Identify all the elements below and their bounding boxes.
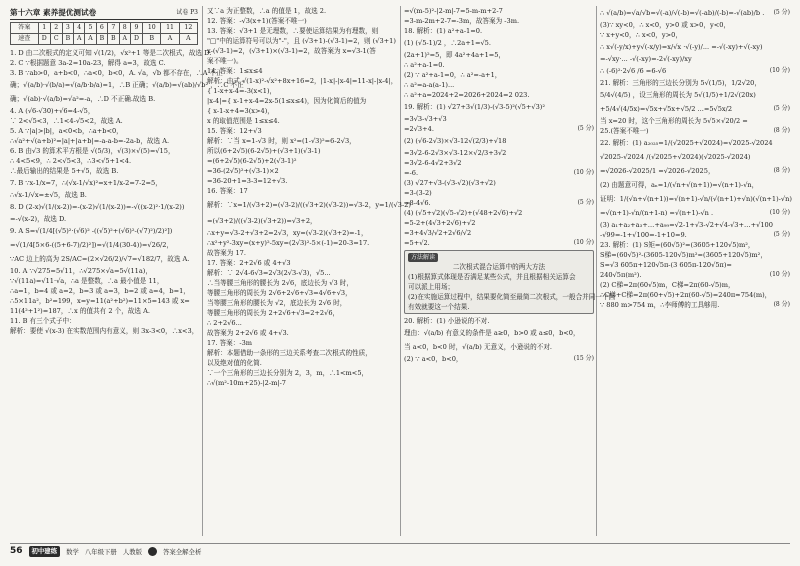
solution-line: 10. A ∵√275=5√11，∴√275×√a=5√(11a)， — [10, 267, 152, 275]
solution-line: x 的取值范围是 1≤x≤4. — [207, 117, 280, 125]
solution-line: ∵AC 边上的高为 2S/AC=(2×√26/2)/√7=√182/7，故选 A. — [10, 255, 190, 263]
solution-line: =-√xy·... -√(-xy)=-2√(-xy)/xy — [600, 55, 692, 63]
solution-line: 等腰三角形的周长为 2√6+2√6+√3=4√6+√3， — [207, 289, 352, 297]
question-number-cell: 9 — [130, 23, 142, 34]
solution-line: (8 分) 25.(答案不唯一) — [600, 127, 790, 135]
solution-line: (2) 由题意可得，aₙ=1/(√n+√(n+1))=√(n+1)-√n， — [600, 181, 759, 189]
solution-line: 16. 答案：17 — [207, 187, 248, 195]
solution-line: 22. 解析：(1) a₂₀₂₅=1/(√2025+√2024)=√2025-√2024 — [600, 139, 773, 147]
score-marker: (5 分) — [773, 9, 790, 16]
solution-line: (3) √27+√3-(√3-√2)(√3+√2) — [404, 179, 496, 187]
solution-line: 当等腰三角形的腰长为 √2，底边长为 2√6 时， — [207, 299, 347, 307]
solution-line: ∴ 2+2√6... — [207, 319, 242, 327]
publisher-logo-icon — [148, 547, 157, 556]
solution-line: =√(1/4[5×6-((5+6-7)/2)²])=√(1/4(30-4))=√26/2， — [10, 241, 174, 249]
solution-line: 23. 解析：(1) S矩=(60√5)²=(3605+120√5)m²， — [600, 241, 755, 249]
method-note-box — [404, 250, 616, 314]
solution-line: (10 分) ∴ (-6)²·2√6 /6 =6-√6 — [600, 64, 790, 78]
score-marker: (10 分) — [769, 209, 790, 216]
solution-line: 确；√(ab)·√(a/b)=√a²=-a，∴D 不正确.故选 B. — [10, 95, 156, 103]
chapter-header — [10, 6, 198, 20]
solution-line: =5-2+(4√3+2√6)+√2 — [404, 219, 476, 227]
score-marker: (10 分) — [769, 271, 790, 278]
footer-tag: 答案全解全析 — [163, 547, 202, 556]
solution-line: 15. 答案：12+√3 — [207, 127, 262, 135]
answer-cell: B — [62, 34, 73, 45]
solution-line: =(6+2√5)(6-2√5)+2(√3-1)² — [207, 157, 297, 165]
test-paper-ref: 试卷 P3 — [176, 8, 198, 16]
answer-cell: C — [50, 34, 62, 45]
answer-cell: A — [74, 34, 85, 45]
solution-line: (5 分) -√99=-1+√100=-1+10=9. — [600, 231, 790, 239]
answer-quick-table — [10, 22, 198, 45]
solution-line: 6. B 由√3 的算术平方根是 √(5/3)，√(3)×√(5)=√15， — [10, 147, 175, 155]
solution-line: 当 a<0，b<0 时，√(a/b) 无意义，小逊说的不对. — [404, 343, 553, 351]
solution-line: 20. 解析：(1) 小逊说的不对. — [404, 317, 490, 325]
column-divider — [596, 6, 597, 536]
solution-line: 案不唯一)。 — [207, 57, 243, 65]
solution-line: (15 分) (2) ∵ a<0，b<0， — [404, 355, 594, 363]
page-number: 56 — [10, 546, 23, 556]
solution-line: 以及绝对值的化简. — [207, 359, 262, 367]
solution-line: (5 分) =2√3+4. — [404, 125, 594, 133]
solution-line: 理由：√(a/b) 有意义的条件是 a≥0，b>0 或 a≤0，b<0， — [404, 329, 580, 337]
column-3-tail-lines — [404, 316, 594, 364]
solution-line: =3+4√3/√2+2√6/√2 — [404, 229, 472, 237]
solution-line: 14. 答案：1≤x≤4 — [207, 67, 263, 75]
solution-line: 解析：∵ 2√4-6√3=2√3(2√3-√3)，√5... — [207, 269, 331, 277]
solution-line: ∴当等腰三角形的腰长为 2√6，底边长为 √3 时， — [207, 279, 353, 287]
score-marker: (8 分) — [773, 301, 790, 308]
solution-line: 又∵a 为正整数，∴a 的值是 1，故选 2. — [207, 7, 327, 15]
question-number-cell: 5 — [85, 23, 96, 34]
solution-line: 所以(6+2√5)(6-2√5)+(√3+1)(√3-1) — [207, 147, 321, 155]
solution-line: 17. 答案：2+2√6 或 4+√3 — [207, 259, 291, 267]
solution-line: 11. B 有三个式子中： — [10, 317, 76, 325]
solution-line: ∵一个三角形的三边长分别为 2，3，m，∴1<m<5， — [207, 369, 369, 377]
score-marker: (8 分) — [773, 167, 790, 174]
solution-line: 解析：∵当 x=1-√3 时，则 x²=(1-√3)²=6-2√3， — [207, 137, 356, 145]
page-footer — [10, 543, 790, 558]
solution-line: 12. 答案：-√3(x+1)(答案不唯一) — [207, 17, 307, 25]
solution-line: =3√3-√3+√3 — [404, 115, 447, 123]
solution-line: 9. A S=√(1/4[(√5)²·(√6)² -((√5)²+(√6)²-(√7)²)/2)²]) — [10, 227, 173, 235]
question-number-cell: 8 — [119, 23, 130, 34]
answer-cell: A — [179, 34, 197, 45]
solution-line: 21. 解析：三角形的三边长分别为 5√(1/5)，1/2√20， — [600, 79, 761, 87]
solution-line: 4. A (√6-√30)+√6=4-√5， — [10, 107, 95, 115]
table-label-check: 速查 — [11, 34, 39, 45]
solution-line: (10 分) =-6. — [404, 169, 594, 177]
solution-line: 证明：1/(√n+√(n+1))=√(n+1)-√n/(√(n+1)+√n)(√(n+1)-√n) — [600, 195, 792, 203]
solution-line: "□"中的运算符号可以为"-"，且 (√3+1)-(√3-1)=2，则 (√3+1) — [207, 37, 396, 45]
score-marker: (5 分) — [577, 199, 594, 206]
solution-line: ∴a=1，b=4 或 a=2，b=3 或 a=3，b=2 或 a=4，b=1， — [10, 287, 190, 295]
solution-line: 5/4√(4/5) ，设三角形的周长为 5√(1/5)+1/2√(20x) — [600, 91, 756, 99]
question-number-cell: 2 — [50, 23, 62, 34]
solution-line: { x-1-x+4=3(x>4)， — [207, 107, 274, 115]
question-number-cell: 12 — [179, 23, 197, 34]
solution-line: =√(m-5)²-|2-m|-7=5-m-m+2-7 — [404, 7, 503, 15]
column-2-lines — [207, 6, 411, 388]
column-4-lines — [600, 6, 790, 310]
solution-line: (2) C梯=2π(60√5)m，C梯=2π(60-√5)m， — [600, 281, 735, 289]
solution-line: 解析：要使 √(x-3) 在实数范围内有意义，则 3x-3<0，∴x<3， — [10, 327, 199, 335]
solution-line: (5 分) +5/4√(4/5x)=√5x+√5x+√5/2 ...=5√5x/2 — [600, 102, 790, 116]
solution-line: 故答案为 2+2√6 或 4+√3. — [207, 329, 289, 337]
solution-line: ∴ a²=a-a(a-1)... — [404, 81, 455, 89]
question-number-cell: 10 — [143, 23, 161, 34]
solution-line: |x-4|={ x-1+x-4=2x-5(1≤x≤4)，因为化简后的值为 — [207, 97, 367, 105]
score-marker: (5 分) — [773, 105, 790, 112]
solution-line: 11(4²+1²)=187，∴x 的值共有 2 个，故选 A. — [10, 307, 150, 315]
column-4 — [600, 6, 790, 536]
solution-line: ∵ 2<√5<3，∴1<4-√5<2，故选 A. — [10, 117, 123, 125]
score-marker: (10 分) — [769, 67, 790, 74]
solution-line: (10 分) 240√5π(m²). — [600, 271, 790, 279]
question-number-cell: 1 — [38, 23, 50, 34]
score-marker: (15 分) — [573, 355, 594, 362]
solution-line: (3) a₁+a₂+a₃+…+a₉₉=√2-1+√3-√2+√4-√3+…+√100 — [600, 221, 773, 229]
solution-line: ∵ x+y<0，∴ x<0，y>0， — [600, 31, 682, 39]
solution-line: ∴ x√(-y/x)+y√(-x/y)=x/√x ·√(-y)/... =-√(-xy)+√(-xy) — [600, 43, 763, 51]
solution-line: ∴ a²+a=2024+2=2026+2024=2 023. — [404, 91, 530, 99]
solution-line: ∴√(m²-10m+25)-|2-m|-7 — [207, 379, 286, 387]
question-number-cell: 11 — [161, 23, 179, 34]
solution-line: ∴最后输出的结果是 5+√5，故选 B. — [10, 167, 119, 175]
method-note-title: 方法解读 — [408, 253, 438, 262]
solution-line: 解析：∵x=1/(√3+2)=(√3-2)/((√3+2)(√3-2))=√3-2，y=1/(√3-2) — [207, 201, 411, 209]
solution-line: ∴√a²+√(a+b)²=|a|+|a+b|=-a-a-b=-2a-b，故选 A. — [10, 137, 170, 145]
method-note-line: (1)根据算式体现是否满足某些公式，并且根据相关运算会 — [408, 273, 576, 281]
question-number-cell: 7 — [108, 23, 119, 34]
score-marker: (5 分) — [773, 231, 790, 238]
solution-line: (4) (√5+√2)(√5-√2)+(√48+2√6)+√2 — [404, 209, 523, 217]
solution-line: 解析：本题借助一条形的三边关系考查二次根式的性质， — [207, 349, 372, 357]
answer-cell: D — [38, 34, 50, 45]
solution-line: ∴ a²+a-1=0. — [404, 61, 445, 69]
solution-line: (10 分) =5+√2. — [404, 239, 594, 247]
solution-line: =36-(2√5)²+(√3-1)×2 — [207, 167, 279, 175]
method-note-line: 可以派上用场； — [408, 283, 455, 291]
solution-line: =(√3+2)/((√3-2)(√3+2))=√3+2， — [207, 217, 317, 225]
solution-line: =3-m-2m+2-7=-3m，故答案为 -3m. — [404, 17, 520, 25]
column-divider — [400, 6, 401, 536]
solution-line: =3√2-6-2√3×√3-12×√2/3+3√2 — [404, 149, 507, 157]
solution-line: (1) (√5-1)/2 ，∴2a+1=√5. — [404, 39, 491, 47]
solution-line: ∴√x-1/√x=±√5，故选 B. — [10, 191, 87, 199]
method-note-line: (2)在实施运算过程中，结果要化简至最简二次根式，一般合并同一个因 — [408, 293, 616, 301]
method-note-line: 二次根式混合运算中的两大方法 — [452, 263, 546, 271]
solution-line: =36-20+1=3-3=12+√3. — [207, 177, 288, 185]
column-2 — [207, 6, 411, 536]
solution-line: 13. 答案：√3+1 是无理数，∴要使运算结果为有理数，则 — [207, 27, 379, 35]
solution-line: 19. 解析：(1) √27+3√(1/3)-(√3-5)²(√5+√3)² — [404, 103, 546, 111]
solution-line: 8. D (2-x)√(1/(x-2))=-(x-2)√(1/(x-2))=-√((x-2)²·1/(x-2)) — [10, 203, 185, 211]
solution-line: 等腰三角形的周长为 2+2√6+√3=2+2√6， — [207, 309, 340, 317]
solution-line: 故答案为 17. — [207, 249, 246, 257]
answer-cell: A — [161, 34, 179, 45]
footer-edition: 人教版 — [122, 547, 142, 556]
solution-line: S=√3 605π+120√5π-(3 605π-120√5π)= — [600, 261, 732, 269]
method-note-line: 有效就要这一个结果. — [408, 303, 470, 311]
solution-line: 5. A ∵|a|>|b|，a<0<b，∴a+b<0， — [10, 127, 123, 135]
answer-cell: A — [119, 34, 130, 45]
solution-line: 确；√(a/b)·√(b/a)=√(a/b·b/a)=1，∴B 正确；√(a/b)=√(ab)/√b² ，∴C 不正 — [10, 81, 244, 89]
score-marker: (5 分) — [577, 125, 594, 132]
solution-line: ∴x²+y²-3xy=(x+y)²-5xy=(2√3)²-5×(-1)=20-3=17. — [207, 239, 370, 247]
solution-line: =-√(x-2)，故选 D. — [10, 215, 67, 223]
question-number-cell: 3 — [62, 23, 73, 34]
solution-line: ∴ 4<5<9，∴ 2<√5<3，∴3<√5+1<4. — [10, 157, 132, 165]
solution-line: (10 分) =√(n+1)-√n/(n+1-n) =√(n+1)-√n . — [600, 206, 790, 220]
solution-line: (8 分) =√2026-√2025/1 =√2026-√2025， — [600, 164, 790, 178]
solution-line: √2025-√2024 /(√2025+√2024)(√2025-√2024) — [600, 153, 751, 161]
answer-cell: D — [130, 34, 142, 45]
solution-line: (5 分) ∴ √(a/b)=√a/√b=√(-a)/√(-b)=√(-ab)/(-b)=-√(ab)/b . — [600, 6, 790, 20]
answer-cell: B — [96, 34, 107, 45]
solution-line: 17. 答案：-3m — [207, 339, 253, 347]
solution-line: S梯=(60√5)²-(3605-120√5)m²=(3605+120√5)m²， — [600, 251, 767, 259]
solution-line: ∵√(11a)=√11·√a，∴a 是整数，∴a 最小值是 11， — [10, 277, 164, 285]
solution-line: 1. D 由二次根式的定义可知 √(1/2)，√x²+1 等是二次根式，故选 D. — [10, 49, 212, 57]
solution-line: x-(√3-1)=2，(√3+1)×(√3-1)=2，故答案为 x=√3-1(答 — [207, 47, 376, 55]
question-number-cell: 4 — [74, 23, 85, 34]
solution-line: =3√2-6-4√2+3√2 — [404, 159, 462, 167]
column-3 — [404, 6, 616, 536]
solution-line: (2) (√6-2√3)×√3-12√(2/3)+√18 — [404, 137, 507, 145]
solution-line: 解析：由式 √(1-x)²-√x²+8x+16=2，|1-x|-|x-4|=11-x|-|x-4|， — [207, 77, 398, 85]
solution-line: (5 分) =8-4√6. — [404, 199, 594, 207]
solution-line: =3-(3-2) — [404, 189, 432, 197]
solution-line: (2) ∵ a²+a-1=0，∴ a²=-a+1， — [404, 71, 502, 79]
footer-subject: 数学 — [66, 547, 79, 556]
table-label-answer: 答案 — [11, 23, 39, 34]
score-marker: (10 分) — [573, 239, 594, 246]
footer-grade: 八年级下册 — [84, 547, 117, 556]
solution-line: 当 x=20 时，这个三角形的周长为 5√5×√20/2 = — [600, 117, 748, 125]
solution-line: 2. C ∵根据题意 3a-2=10a-23，解得 a=3，故选 C. — [10, 59, 166, 67]
brand-name: 初中建练 — [29, 546, 61, 557]
solution-line: (8 分) ∵ 880 m>754 m，∴李师傅的工具够用. — [600, 301, 790, 309]
solution-line: (2a+1)²=5，即 4a²+4a+1=5， — [404, 51, 506, 59]
solution-line: ∴C梯+C梯=2π(60+√5)+2π(60-√5)=240π≈754(m)， — [600, 291, 772, 299]
chapter-title: 第十六章 素养提优测试卷 — [10, 7, 97, 17]
score-marker: (10 分) — [573, 169, 594, 176]
solution-line: 7. B ∵x-1/x=7，∴(√x-1/√x)²=x+1/x-2=7-2=5， — [10, 179, 162, 187]
solution-line: 18. 解析：(1) a²+a-1=0. — [404, 27, 483, 35]
solution-line: (3)∵ xy<0，∴ x<0，y>0 或 x>0，y<0， — [600, 21, 731, 29]
solution-line: { 1-x+x-4=-3(x<1)， — [207, 87, 277, 95]
column-3-lines — [404, 6, 594, 248]
question-number-cell: 6 — [96, 23, 107, 34]
solution-line: 3. B ∵ab>0，a+b<0，∴a<0，b<0，A. √a，√b 都不存在，∴A 不正 — [10, 69, 223, 77]
solution-line: ∴5×11a²，b²=199，x=y=11(a²+b²)=11×5=143 或 x= — [10, 297, 190, 305]
solution-line: ∴x+y=√3-2+√3+2=2√3，xy=(√3-2)(√3+2)=-1， — [207, 229, 368, 237]
answer-cell: B — [143, 34, 161, 45]
answer-cell: B — [108, 34, 119, 45]
score-marker: (8 分) — [773, 127, 790, 134]
answer-cell: A — [85, 34, 96, 45]
